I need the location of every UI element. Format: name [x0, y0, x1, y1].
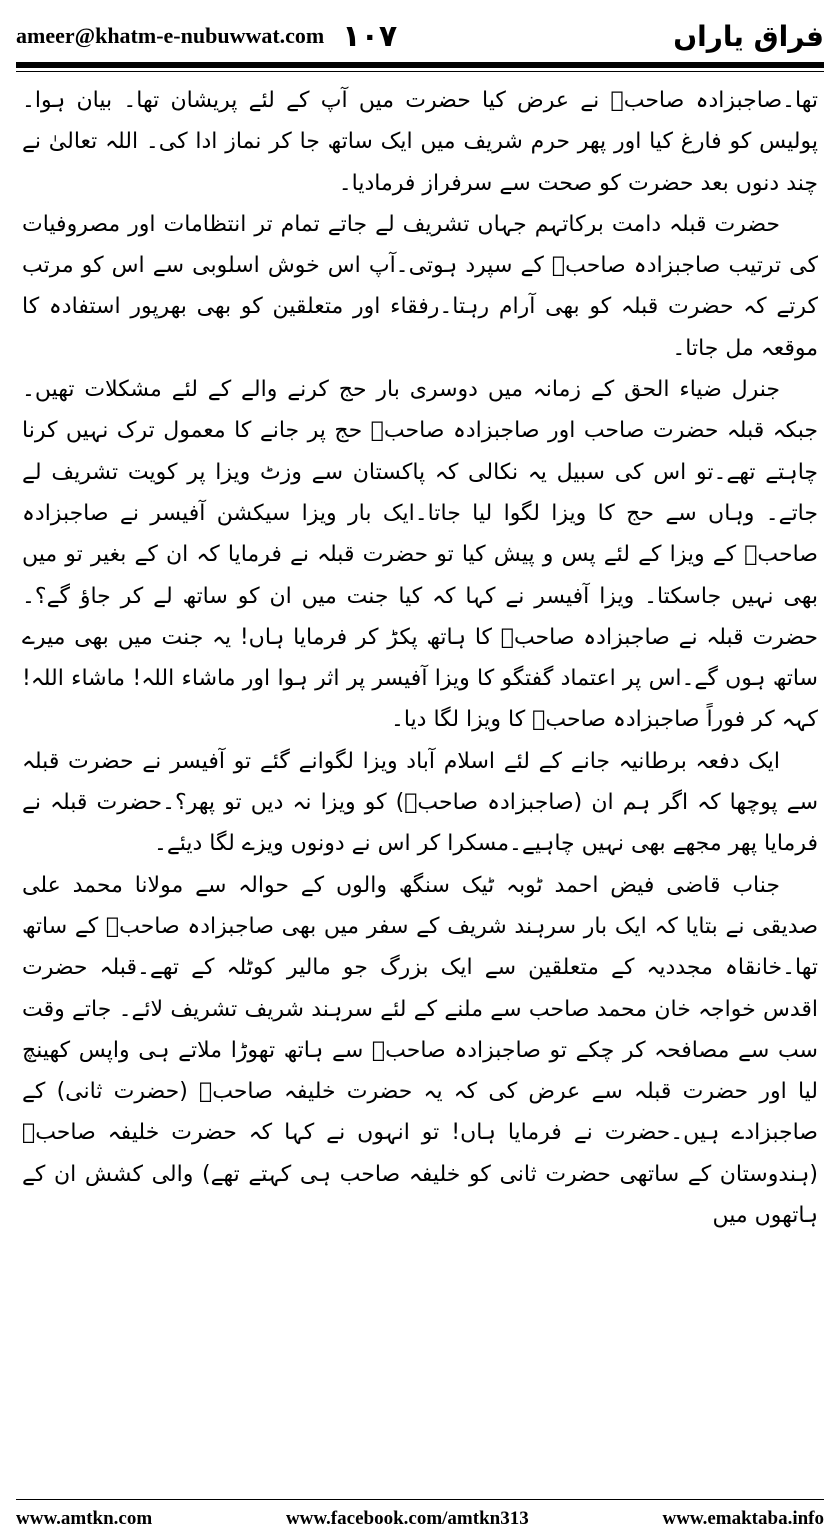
footer-link-emaktaba[interactable]: www.emaktaba.info	[662, 1508, 824, 1529]
page-number: ۱۰۷	[342, 18, 398, 54]
header-rule-thin	[16, 71, 824, 72]
paragraph: ایک دفعہ برطانیہ جانے کے لئے اسلام آباد ویزا لگوانے گئے تو آفیسر نے حضرت قبلہ سے پوچھا کہ اگر ہم ان (صاجبزادہ صاحبؒ) کو ویزا نہ دیں تو پھر؟۔حضرت قبلہ نے فرمایا پھر مجھے بھی نہیں چاہیے۔مسکرا کر اس نے دونوں ویزے لگا دیئے۔	[22, 748, 818, 857]
page-body	[22, 80, 818, 1236]
paragraph: حضرت قبلہ دامت برکاتہم جہاں تشریف لے جاتے تمام تر انتظامات اور مصروفیات کی ترتیب صاجبزادہ صاحبؒ کے سپرد ہوتی۔آپ اس خوش اسلوبی سے اس کو مرتب کرتے کہ حضرت قبلہ کو بھی آرام رہتا۔رفقاء اور متعلقین کو بھی بھرپور استفادہ کا موقعہ مل جاتا۔	[22, 211, 818, 361]
header-rule-thick	[16, 62, 824, 68]
page-header	[16, 14, 824, 58]
paragraph: تھا۔صاجبزادہ صاحبؒ نے عرض کیا حضرت میں آپ کے لئے پریشان تھا۔ بیان ہوا۔پولیس کو فارغ کیا اور پھر حرم شریف میں ایک ساتھ جا کر نماز ادا کی۔ اللہ تعالیٰ نے چند دنوں بعد حضرت کو صحت سے سرفراز فرمادیا۔	[22, 88, 818, 196]
page-footer	[16, 1499, 824, 1532]
book-title: فراق یاراں	[673, 19, 824, 53]
header-left	[16, 19, 397, 54]
paragraph: جنرل ضیاء الحق کے زمانہ میں دوسری بار حج کرنے والے کے لئے مشکلات تھیں۔جبکہ قبلہ حضرت صاحب اور صاجبزادہ صاحبؒ حج پر جانے کا معمول ترک نہیں کرنا چاہتے تھے۔تو اس کی سبیل یہ نکالی کہ پاکستان سے وزٹ ویزا پر کویت تشریف لے جاتے۔ وہاں سے حج کا ویزا لگوا لیا جاتا۔ایک بار ویزا سیکشن آفیسر نے صاجبزادہ صاحبؒ کے ویزا کے لئے پس و پیش کیا تو حضرت قبلہ نے فرمایا کہ ان کے بغیر تو میں بھی نہیں جاسکتا۔ ویزا آفیسر نے کہا کہ کیا جنت میں ان کو ساتھ لے کر جاؤ گے؟۔حضرت قبلہ نے صاجبزادہ صاحبؒ کا ہاتھ پکڑ کر فرمایا ہاں! یہ جنت میں بھی میرے ساتھ ہوں گے۔اس پر اعتماد گفتگو کا ویزا آفیسر پر اثر ہوا اور ماشاء اللہ! ماشاء اللہ! کہہ کر فوراً صاجبزادہ صاحبؒ کا ویزا لگا دیا۔	[22, 377, 818, 733]
header-email[interactable]: ameer@khatm-e-nubuwwat.com	[16, 23, 325, 48]
footer-link-facebook[interactable]: www.facebook.com/amtkn313	[285, 1508, 529, 1529]
paragraph: جناب قاضی فیض احمد ٹوبہ ٹیک سنگھ والوں کے حوالہ سے مولانا محمد علی صدیقی نے بتایا کہ ایک بار سرہند شریف کے سفر میں بھی صاجبزادہ صاحبؒ کے ساتھ تھا۔خانقاہ مجددیہ کے متعلقین سے ایک بزرگ جو مالیر کوٹلہ کے تھے۔قبلہ حضرت اقدس خواجہ خان محمد صاحب سے ملنے کے لئے سرہند شریف تشریف لائے۔ جاتے وقت سب سے مصافحہ کر چکے تو صاجبزادہ صاحبؒ سے ہاتھ تھوڑا ملاتے ہی واپس کھینچ لیا اور حضرت قبلہ سے عرض کی کہ یہ حضرت خلیفہ صاحبؒ (حضرت ثانی) کے صاجبزادے ہیں۔حضرت نے فرمایا ہاں! تو انہوں نے کہا کہ حضرت خلیفہ صاحبؒ (ہندوستان کے ساتھی حضرت ثانی کو خلیفہ صاحب ہی کہتے تھے) والی کشش ان کے ہاتھوں میں	[22, 872, 818, 1229]
footer-link-amtkn[interactable]: www.amtkn.com	[16, 1508, 153, 1529]
